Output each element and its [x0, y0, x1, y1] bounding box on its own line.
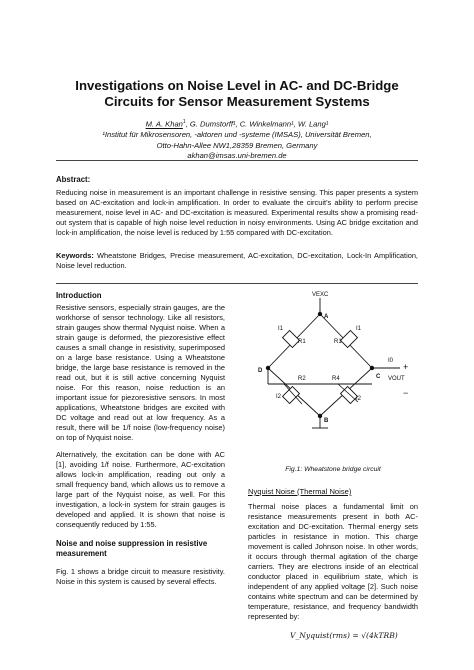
- label-node-c: C: [376, 374, 381, 380]
- label-i1-left: I1: [278, 326, 284, 332]
- affiliation-line-2: Otto-Hahn-Allee NW1,28359 Bremen, Germany: [156, 140, 318, 150]
- resistor-r2: [283, 387, 300, 404]
- node-b-dot: [318, 414, 322, 418]
- paper-title: [40, 78, 434, 110]
- abstract-text: Reducing noise in measurement is an important challenge in resistive sensing. This paper presents a system based on AC-excitation and lock-in amplification. In order to evaluate the circuit’s ability to perform precise measurement, noise level in AC- and DC-excitation is measured. Experimental results show a promising read-out system that is capable of high noise level reduction in noisy environments. Using AC bridge excitation and lock-in amplification, the noise level is reduced by 1:55 compared with DC-excitation.: [56, 188, 418, 237]
- label-vexc: VEXC: [312, 292, 329, 298]
- top-rule: [56, 160, 418, 161]
- abstract-section: [56, 175, 418, 238]
- label-r1-right: R1: [334, 339, 342, 345]
- wheatstone-bridge-figure: [248, 288, 418, 458]
- node-d-dot: [266, 366, 270, 370]
- nyquist-paragraph: Thermal noise places a fundamental limit on resistance measurements present in both AC-excitation and DC-excitation. Thermal energy sets particles in resistance in motion. This charge movement is called Johnson noise. In other words, it occurs through thermal agitation of the charge carriers. They are electrons inside of an electrical conductor placed in equilibrium state, which is independent of any applied voltage [2]. Such noise contains white spectrum and can be determined by temperature, resistance, and frequency bandwidth represented by:: [248, 502, 418, 621]
- label-node-b: B: [324, 418, 329, 424]
- nyquist-heading: Nyquist Noise (Thermal Noise): [248, 487, 352, 496]
- label-minus: −: [403, 388, 409, 398]
- label-i2-right: I2: [356, 396, 362, 402]
- first-author-affil-mark: 1: [182, 119, 186, 125]
- abstract-heading: Abstract:: [56, 175, 91, 184]
- label-i1-right: I1: [356, 326, 362, 332]
- node-a-dot: [318, 312, 322, 316]
- label-r4: R4: [332, 376, 340, 382]
- label-vout: VOUT: [388, 376, 405, 382]
- keywords-label: Keywords:: [56, 251, 94, 260]
- author-line: [40, 117, 434, 130]
- label-plus: +: [403, 362, 409, 372]
- label-node-a: A: [324, 314, 329, 320]
- intro-paragraph-2: Alternatively, the excitation can be done with AC [1], avoiding 1/f noise. Furthermore, AC-excitation allows lock-in amplification, reading out only a small frequency band, which allows us to remove a large part of the Nyquist noise, as well. For this investigation, a lock-in system for strain gauges is developed and applied. It is shown that noise is consequently reduced by 1:55.: [56, 450, 225, 529]
- co-authors: , G. Dumstorff¹, C. Winkelmann¹, W. Lang¹: [185, 119, 329, 129]
- intro-heading: Introduction: [56, 291, 102, 300]
- intro-paragraph-1: Resistive sensors, especially strain gauges, are the workhorse of sensor technology. Like all resistors, strain gauges show thermal Nyquist noise. When a strain gauge is deformed, the piezoresistive effect causes a small change in resistivity, superimposed on a large base resistance. Using a Wheatstone bridge, the large base resistance is removed in the read out, but it is still active concerning Nyquist noise. For this reason, noise reduction is an important issue for piezoresistive sensors. In most applications, Wheatstone bridges are excited with DC voltage and read out at low frequency. As a result, there will be 1/f noise (low-frequency noise) on top of Nyquist noise.: [56, 303, 225, 442]
- resistor-r1-left: [283, 331, 300, 348]
- figure-caption: Fig.1: Wheatstone bridge circuit: [285, 466, 381, 473]
- keywords-text: Wheatstone Bridges, Precise measurement, AC-excitation, DC-excitation, Lock-In Amplification, Noise level reduction.: [56, 251, 418, 270]
- section2-paragraph: Fig. 1 shows a bridge circuit to measure resistivity. Noise in this system is caused by several effects.: [56, 567, 225, 586]
- mid-rule: [56, 283, 418, 284]
- label-i2-left: I2: [276, 394, 282, 400]
- left-column: [56, 291, 225, 587]
- label-node-d: D: [258, 368, 263, 374]
- first-author: M. A. Khan: [145, 119, 183, 129]
- node-c-dot: [370, 366, 374, 370]
- title-line-2: Circuits for Sensor Measurement Systems: [104, 94, 370, 109]
- title-line-1: Investigations on Noise Level in AC- and DC-Bridge: [75, 78, 399, 93]
- resistor-r1-right: [341, 331, 358, 348]
- affiliation-email: akhan@imsas.uni-bremen.de: [187, 151, 287, 161]
- label-r1-left: R1: [298, 339, 306, 345]
- author-block: [40, 117, 434, 162]
- label-i0: I0: [388, 358, 394, 364]
- label-r2: R2: [298, 376, 306, 382]
- nyquist-equation: V_Nyquist(rms) = √(4kTRB): [290, 631, 398, 640]
- keywords-section: [56, 251, 418, 271]
- section2-heading: Noise and noise suppression in resistive measurement: [56, 539, 208, 558]
- right-column: [248, 487, 418, 622]
- affiliation-line-1: ¹Institut für Mikrosensoren, -aktoren und -systeme (IMSAS), Universität Bremen,: [102, 130, 372, 140]
